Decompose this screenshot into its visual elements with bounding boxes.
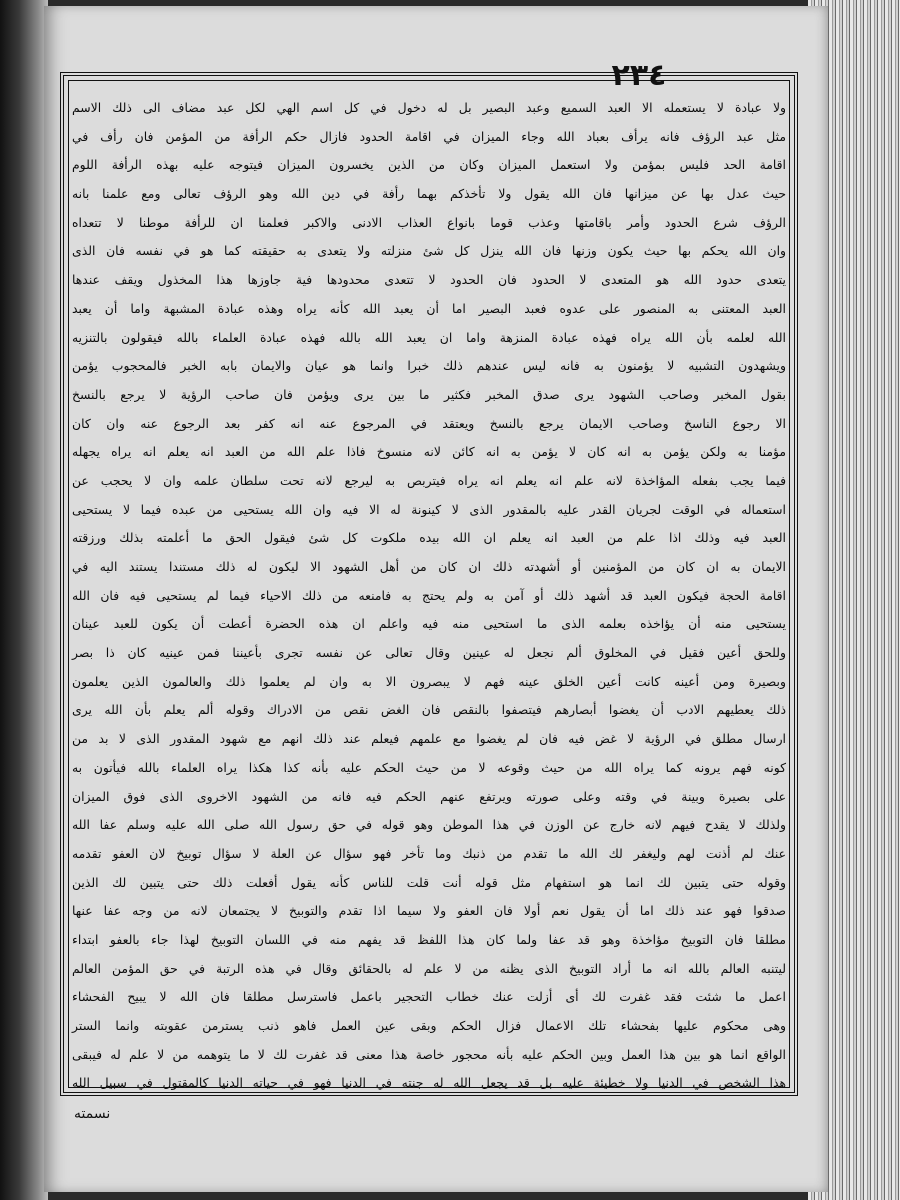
text-line: كونه فهم يرونه كما يراه الله من حيث وقوعه لا من حيث الحكم عليه بأنه كذا هكذا يراه العلماء بالله فيأتون به (72, 759, 786, 775)
book-binding-shadow (0, 0, 48, 1200)
text-line: ذلك يعطيهم الادب أن يغضوا أبصارهم فيتصفوا بالنقص فان الغض نقص من الادراك وقوله ألم يعلم بأن الله يرى (72, 702, 786, 718)
text-line: ليتنبه العالم بالله انه ما أراد التوبيخ الذى يظنه من لا علم له بالحقائق وقال في هذه الرتبة في حق المؤمن العالم (72, 960, 786, 976)
text-line: ويشهدون التشبيه لا يؤمنون به فانه ليس عندهم ذلك خبرا وانما هو عيان والايمان بابه الخبر فالمحجوب يؤمن (72, 358, 786, 374)
text-line: الرؤف شرع الحدود وأمر باقامتها وعذب قوما بانواع العذاب الادنى والاكبر فعلمنا ان للرأفة موطنا لا تتعداه (72, 214, 786, 230)
text-line: وان الله يحكم بها حيث يكون وزنها فان الله ينزل كل شئ منزلته ولا يتعدى به حقيقته كما هو في نفسه فان الذى (72, 243, 786, 259)
catchword: نسمته (74, 1106, 111, 1122)
text-line: مثل عبد الرؤف فانه يرأف بعباد الله وجاء الميزان في اقامة الحدود فازال حكم الرأفة من المؤمن فان رأف في (72, 128, 786, 144)
text-line: الا رجوع الناسخ وصاحب الايمان يرجع بالنسخ ويعتقد في المرجوع عنه انه كفر بعد الرجوع عنه وان كان (72, 415, 786, 431)
text-line: وللحق أعين فقيل في المخلوق ألم نجعل له عينين وقال تعالى عن نفسه تجرى بأعيننا فمن عينيه كان ذا بصر (72, 645, 786, 661)
text-line: اقامة الحجة فيكون العبد قد أشهد ذلك أو آمن به ولم يحتج به فامنعه من ذلك الاحياء فيما لم يستحيى فيه فان الله (72, 587, 786, 603)
text-line: وهى محكوم عليها بفحشاء تلك الاعمال فزال الحكم وبقى عين العمل فاهو ذنب يسترمن عقوبته وانما الستر (72, 1018, 786, 1033)
text-line: يتعدى حدود الله هو المتعدى لا الحدود فان الحدود لا تتعدى محدودها فية جاوزها هذا المخذول ويقف عندها (72, 272, 786, 288)
manuscript-page (44, 6, 828, 1192)
text-line: اقامة الحد فليس بمؤمن ولا استعمل الميزان وكان من الذين يخسرون الميزان فيتوجه عليه بهذه الرأفة اللوم (72, 157, 786, 173)
text-line: حيث عدل بها عن ميزانها فان الله يقول ولا تأخذكم بهما رأفة في دين الله وهو الرؤف تعالى ومع علمنا بانه (72, 186, 786, 202)
text-line: ولا عبادة لا يستعمله الا العبد السميع وعبد البصير بل له دخول في كل اسم الهي لكل عبد مضاف الى ذلك الاسم (72, 100, 786, 115)
page-number: ٢٣٤ (611, 58, 667, 93)
text-line: الايمان به ان كان من المؤمنين أو أشهدته ذلك ان كان من أهل الشهود الا ليكون له ذلك مستندا يستند اليه في (72, 559, 786, 574)
text-line: العبد فيه وذلك اذا علم من العبد انه يعلم ان الله بيده ملكوت كل شئ فيقول الحق ما أعلمته بذلك ورزقته (72, 530, 786, 546)
text-line: الواقع انما هو بين هذا العمل وبين الحكم عليه بأنه محجور خاصة هذا معنى قد غفرت لك لا ما يتوهمه من لا علم له فيبقى (72, 1046, 786, 1062)
text-line: الله لعلمه بأن الله يراه فهذه عبادة المنزهة واما ان يعبد الله بالله فهذه عبادة العلماء بالله فيقولون بالتنزيه (72, 329, 786, 345)
text-line: صدقوا فهو عند ذلك اما أن يقول نعم أولا فان العفو ولا سيما اذا تقدم والتوبيخ لا يجتمعان لانه من وجه عفا عنها (72, 903, 786, 919)
text-line: عنك لم أذنت لهم وليغفر لك الله ما تقدم من ذنبك وما تأخر فهو سؤال عن العلة لا سؤال توبيخ لان العفو تقدمه (72, 845, 786, 861)
text-line: على بصيرة وبينة في وقته وعلى صورته ويرتفع عنهم الحكم فيه فانه من الشهود الاخروى الذى فوق الميزان (72, 788, 786, 804)
text-line: بقول المخبر وصاحب الشهود يرى صدق المخبر فكثير ما بين يرى ويؤمن فان صاحب الرؤية لا يرجع بالنسخ (72, 386, 786, 402)
text-line: العبد المعتنى به المنصور على عدوه فعبد البصير اما أن يعبد الله كأنه يراه وهذه عبادة المشبهة واما أن يعبد (72, 300, 786, 316)
text-line: استعماله في الوقت لجريان القدر عليه بالمقدور الذى لا كينونة له الا فيه وان الله يستحيى من عبده فيما لا يستحيى (72, 501, 786, 517)
text-line: اعمل ما شئت فقد غفرت لك أى أزلت عنك خطاب التحجير باعمل فاسترسل مطلقا فان الله لا يبيح الفحشاء (72, 989, 786, 1005)
text-line: وبصيرة ومن أعينه كانت أعين الخلق عينه فهم لا يبصرون الا به وان لم يعلموا ذلك والعالمون الذين يعلمون (72, 673, 786, 689)
text-line: مؤمنا به ولكن يؤمن به انه كان لا يؤمن به انه كائن لانه منسوخ فاذا علم الله من العبد انه يعلم انه يراه يجهله (72, 444, 786, 460)
text-line: وقوله حتى يتبين لك انما هو استفهام مثل قوله أنت قلت للناس كأنه يقول أفعلت ذلك حتى يتبين لك الذين (72, 874, 786, 890)
text-line: ولذلك لا يقدح فيهم لانه خارج عن الوزن في هذا الموطن وهو قوله في حق رسول الله صلى الله عليه وسلم عفا الله (72, 817, 786, 833)
main-text-block (72, 94, 786, 1091)
text-line: مطلقا فان التوبيخ مؤاخذة وهو قد عفا ولما كان هذا اللفظ قد يفهم منه في اللسان التوبيخ لهذا جاء بالعفو ابتداء (72, 931, 786, 947)
text-line: فيما يجب بفعله المؤاخذة لانه علم انه يعلم انه يراه فيتربص به ليرجع لانه تحت سلطان علمه وان لا يحجب عن (72, 472, 786, 488)
text-line: هذا الشخص في الدنيا ولا خطيئة عليه بل قد يجعل الله له جنته في الدنيا فهو في حياته الدنيا كالمقتول في سبيل الله (72, 1075, 786, 1091)
text-line: يستحيى منه أن يؤاخذه بعلمه الذى ما استحيى منه فيه واعلم ان هذه الحضرة أعطت أن يكون للعبد عينان (72, 616, 786, 632)
text-line: ارسال مطلق في الرؤية لا غض فيه فان لم يغضوا مع علمهم فيعلم عند ذلك انهم مع شهود المقدور الذى لا بد من (72, 731, 786, 747)
